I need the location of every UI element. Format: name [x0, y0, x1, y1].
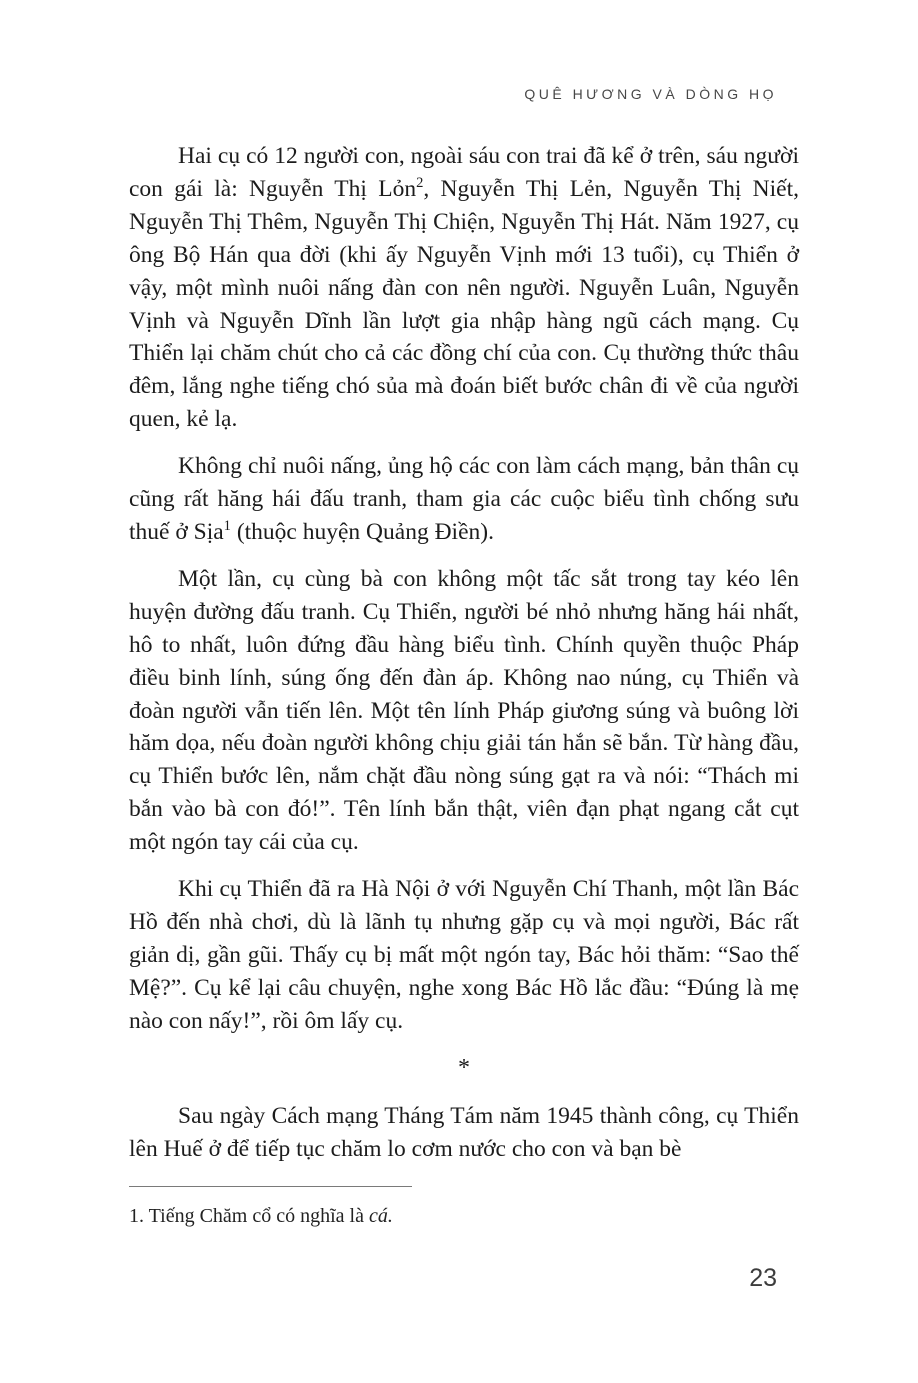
paragraph-2-text-cont: (thuộc huyện Quảng Điền). — [230, 518, 494, 545]
footnote-block — [129, 1186, 799, 1229]
paragraph-1-text: Hai cụ có 12 người con, ngoài sáu con trai đã kể ở trên, sáu người con gái là: Nguyễn Thị Lỏn — [129, 143, 799, 202]
page-number: 23 — [749, 1264, 777, 1292]
paragraph-1-text-cont: , Nguyễn Thị Lẻn, Nguyễn Thị Niết, Nguyễn Thị Thêm, Nguyễn Thị Chiện, Nguyễn Thị Hát. Năm 1927, cụ ông Bộ Hán qua đời (khi ấy Nguyễn Vịnh mới 13 tuổi), cụ Thiển ở vậy, một mình nuôi nấng đàn con nên người. Nguyễn Luân, Nguyễn Vịnh và Nguyễn Dĩnh lần lượt gia nhập hàng ngũ cách mạng. Cụ Thiển lại chăm chút cho cả các đồng chí của con. Cụ thường thức thâu đêm, lắng nghe tiếng chó sủa mà đoán biết bước chân đi về của người quen, kẻ lạ. — [129, 175, 800, 433]
footnote-ref-2: 2 — [416, 175, 424, 192]
paragraph-4: Khi cụ Thiển đã ra Hà Nội ở với Nguyễn Chí Thanh, một lần Bác Hồ đến nhà chơi, dù là lãnh tụ nhưng gặp cụ và mọi người, Bác rất giản dị, gần gũi. Thấy cụ bị mất một ngón tay, Bác hỏi thăm: “Sao thế Mệ?”. Cụ kể lại câu chuyện, nghe xong Bác Hồ lắc đầu: “Đúng là mẹ nào con nấy!”, rồi ôm lấy cụ. — [129, 876, 799, 1034]
paragraph-1 — [129, 140, 799, 436]
footnote-rule — [129, 1186, 412, 1187]
paragraph-5: Sau ngày Cách mạng Tháng Tám năm 1945 thành công, cụ Thiển lên Huế ở để tiếp tục chăm lo cơm nước cho con và bạn bè — [129, 1103, 799, 1163]
footnote-ref-1: 1 — [223, 518, 231, 535]
paragraph-3: Một lần, cụ cùng bà con không một tấc sắt trong tay kéo lên huyện đường đấu tranh. Cụ Thiển, người bé nhỏ nhưng hăng hái nhất, hô to nhất, luôn đứng đầu hàng biểu tình. Chính quyền thuộc Pháp điều binh lính, súng ống đến đàn áp. Không nao núng, cụ Thiển và đoàn người vẫn tiến lên. Một tên lính Pháp giương súng và buông lời hăm dọa, nếu đoàn người không chịu giải tán hắn sẽ bắn. Từ hàng đầu, cụ Thiển bước lên, nắm chặt đầu nòng súng gạt ra và nói: “Thách mi bắn vào bà con đó!”. Tên lính bắn thật, viên đạn phạt ngang cắt cụt một ngón tay cái của cụ. — [129, 565, 799, 856]
paragraph-2 — [129, 450, 799, 549]
footnote-1-text: 1. Tiếng Chăm cổ có nghĩa là — [129, 1205, 369, 1227]
running-head: QUÊ HƯƠNG VÀ DÒNG HỌ — [524, 86, 777, 102]
text-block — [129, 140, 799, 1180]
section-separator-asterisk: * — [458, 1054, 470, 1081]
footnote-1 — [129, 1203, 799, 1229]
footnote-1-italic: cá. — [368, 1205, 393, 1227]
paragraph-2-text: Không chỉ nuôi nấng, ủng hộ các con làm cách mạng, bản thân cụ cũng rất hăng hái đấu tranh, tham gia các cuộc biểu tình chống sưu thuế ở Sịa — [129, 453, 799, 545]
